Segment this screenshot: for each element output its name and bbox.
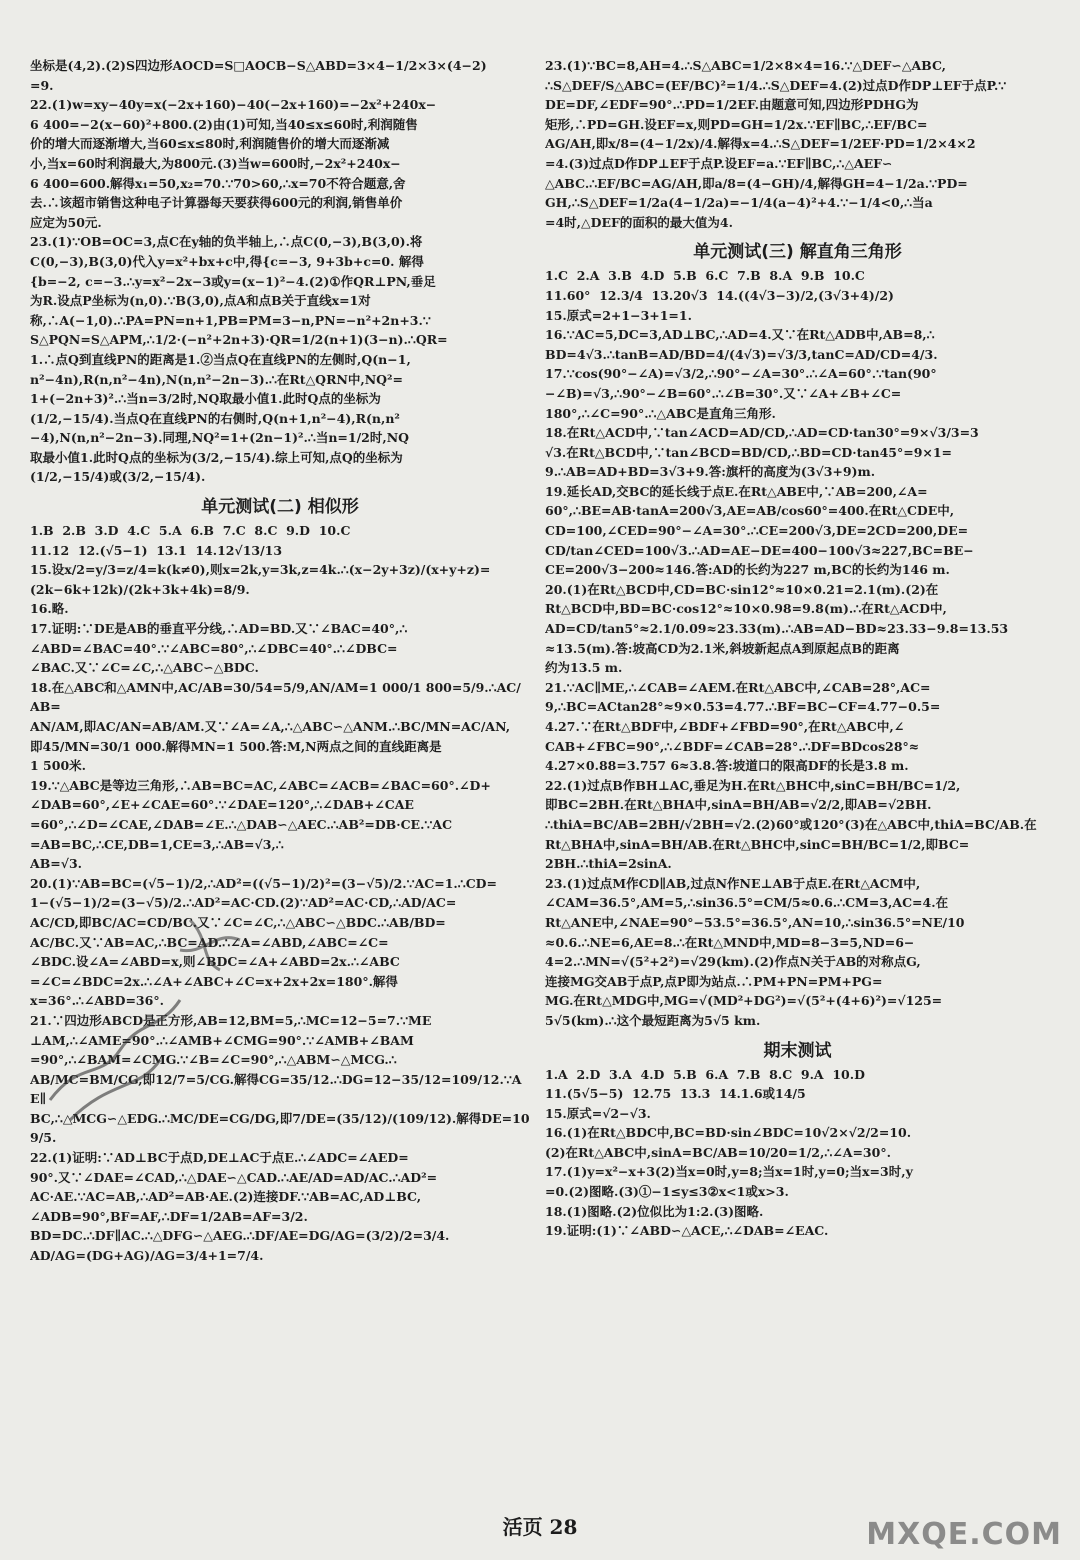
answer-line: 9,∴BC=ACtan28°≈9×0.53=4.77.∴BF=BC−CF=4.77−0.5=: [545, 699, 941, 715]
answer-line: −∠B)=√3,∴90°−∠B=60°.∴∠B=30°.又∵∠A+∠B+∠C=: [545, 385, 902, 401]
answer-line: 17.∵cos(90°−∠A)=√3/2,∴90°−∠A=30°.∴∠A=60°.∵tan(90°: [545, 366, 937, 382]
answer-line: ∠ADB=90°,BF=AF,∴DF=1/2AB=AF=3/2.: [30, 1208, 308, 1224]
answer-line: ∴thiA=BC/AB=2BH/√2BH=√2.(2)60°或120°(3)在△ABC中,thiA=BC/AB.在: [545, 816, 1037, 832]
answer-line: 1−(√5−1)/2=(3−√5)/2.∴AD²=AC·CD.(2)∵AD²=AC·CD,∴AD/AC=: [30, 895, 457, 911]
answer-line: AC·AE.∵AC=AB,∴AD²=AB·AE.(2)连接DF.∵AB=AC,AD⊥BC,: [30, 1189, 422, 1205]
answer-line: 11.60° 12.3/4 13.20√3 14.((4√3−3)/2,(3√3+4)/2): [545, 287, 894, 303]
answer-line: 15.设x/2=y/3=z/4=k(k≠0),则x=2k,y=3k,z=4k.∴(x−2y+3z)/(x+y+z)=: [30, 562, 491, 578]
answer-line: 1+(−2n+3)².∴当n=3/2时,NQ取最小值1.此时Q点的坐标为: [30, 391, 381, 407]
answer-line: 应定为50元.: [30, 214, 102, 230]
answer-line: 5√5(km).∴这个最短距离为5√5 km.: [545, 1012, 761, 1028]
answer-line: DE=DF,∠EDF=90°.∴PD=1/2EF.由题意可知,四边形PDHG为: [545, 97, 919, 113]
answer-line: 23.(1)∵OB=OC=3,点C在y轴的负半轴上,∴点C(0,−3),B(3,0).将: [30, 234, 423, 250]
answer-line: 坐标是(4,2).(2)S四边形AOCD=S□AOCB−S△ABD=3×4−1/2×3×(4−2): [30, 58, 487, 73]
answer-line: 16.略.: [30, 601, 69, 617]
page-number: 活页 28: [502, 1515, 578, 1539]
answer-line: n²−4n),R(n,n²−4n),N(n,n²−2n−3).∴在Rt△QRN中,NQ²=: [30, 371, 404, 387]
answer-line: AC/CD,即BC/AC=CD/BC.又∵∠C=∠C,∴△ABC∽△BDC.∴AB/BD=: [30, 914, 446, 930]
answer-line: ≈13.5(m).答:坡高CD为2.1米,斜坡新起点A到原起点B的距离: [545, 640, 900, 656]
answer-line: 60°,∴BE=AB·tanA=200√3,AE=AB/cos60°=400.在Rt△CDE中,: [545, 503, 955, 519]
site-watermark: MXQE.COM: [866, 1517, 1062, 1552]
answer-line: ∠DAB=60°,∠E+∠CAE=60°.∵∠DAE=120°,∴∠DAB+∠CAE: [30, 797, 414, 813]
answer-line: 19.证明:(1)∵∠ABD∽△ACE,∴∠DAB=∠EAC.: [545, 1223, 829, 1239]
answer-line: 11.12 12.(√5−1) 13.1 14.12√13/13: [30, 542, 283, 558]
answer-line: =9.: [30, 77, 54, 93]
answer-line: CE=200√3−200≈146.答:AD的长约为227 m,BC的长约为146 m.: [545, 562, 950, 578]
answer-line: MG.在Rt△MDG中,MG=√(MD²+DG²)=√(5²+(4+6)²)=√125=: [545, 993, 943, 1009]
answer-line: =90°,∴∠BAM=∠CMG.∵∠B=∠C=90°,∴△ABM∽△MCG.∴: [30, 1052, 397, 1068]
answer-line: 价的增大而逐渐增大,当60≤x≤80时,利润随售价的增大而逐渐减: [30, 136, 390, 152]
answer-line: AB=√3.: [30, 856, 83, 872]
answer-line: =60°,∴∠D=∠CAE,∠DAB=∠E.∴△DAB∽△AEC.∴AB²=DB·CE.∵AC: [30, 816, 453, 832]
answer-line: 11.(5√5−5) 12.75 13.3 14.1.6或14/5: [545, 1086, 806, 1102]
answer-line: 20.(1)∵AB=BC=(√5−1)/2,∴AD²=((√5−1)/2)²=(3−√5)/2.∵AC=1.∴CD=: [30, 875, 497, 891]
answer-line: 1.C 2.A 3.B 4.D 5.B 6.C 7.B 8.A 9.B 10.C: [545, 268, 865, 284]
answer-line: ∠BAC.又∵∠C=∠C,∴△ABC∽△BDC.: [30, 660, 259, 676]
answer-line: CD/tan∠CED=100√3.∴AD=AE−DE=400−100√3≈227,BC=BE−: [545, 542, 974, 558]
section-title: 单元测试(二) 相似形: [201, 497, 359, 518]
answer-line: 称,∴A(−1,0).∴PA=PN=n+1,PB=PM=3−n,PN=−n²+2n+3.∵: [30, 312, 431, 328]
answer-line: ∠BDC.设∠A=∠ABD=x,则∠BDC=∠A+∠ABD=2x.∴∠ABC: [30, 954, 400, 970]
answer-line: 连接MG交AB于点P,点P即为站点.∴PM+PN=PM+PG=: [545, 973, 883, 989]
answer-line: GH,∴S△DEF=1/2a(4−1/2a)=−1/4(a−4)²+4.∵−1/4<0,∴当a: [545, 195, 933, 211]
answer-line: 小,当x=60时利润最大,为800元.(3)当w=600时,−2x²+240x−: [30, 155, 401, 171]
answer-line: △ABC.∴EF/BC=AG/AH,即a/8=(4−GH)/4,解得GH=4−1/2a.∵PD=: [545, 175, 968, 191]
answer-line: =0.(2)图略.(3)①−1≤y≤3②x<1或x>3.: [545, 1184, 789, 1200]
answer-line: 约为13.5 m.: [545, 660, 623, 676]
answer-line: AD=CD/tan5°≈2.1/0.09≈23.33(m).∴AB=AD−BD≈23.33−9.8=13.53: [545, 621, 1009, 637]
answer-line: 取最小值1.此时Q点的坐标为(3/2,−15/4).综上可知,点Q的坐标为: [30, 449, 403, 465]
answer-line: 18.(1)图略.(2)位似比为1:2.(3)图略.: [545, 1203, 764, 1219]
answer-line: BC,∴△MCG∽△EDG.∴MC/DE=CG/DG,即7/DE=(35/12)/(109/12).解得DE=109/5.: [30, 1110, 530, 1146]
answer-line: 22.(1)过点B作BH⊥AC,垂足为H.在Rt△BHC中,sinC=BH/BC=1/2,: [545, 777, 961, 793]
answer-line: 90°.又∵∠DAE=∠CAD,∴△DAE∽△CAD.∴AE/AD=AD/AC.∴AD²=: [30, 1169, 438, 1185]
answer-line: 17.(1)y=x²−x+3(2)当x=0时,y=8;当x=1时,y=0;当x=3时,y: [545, 1164, 913, 1180]
answer-line: ∴S△DEF/S△ABC=(EF/BC)²=1/4.∴S△DEF=4.(2)过点D作DP⊥EF于点P.∵: [545, 77, 1007, 93]
answer-line: BD=4√3.∴tanB=AD/BD=4/(4√3)=√3/3,tanC=AD/CD=4/3.: [545, 346, 938, 362]
answer-line: 180°,∴∠C=90°.∴△ABC是直角三角形.: [545, 405, 776, 421]
answer-line: 17.证明:∵DE是AB的垂直平分线,∴AD=BD.又∵∠BAC=40°,∴: [30, 621, 408, 637]
answer-line: 矩形,∴PD=GH.设EF=x,则PD=GH=1/2x.∵EF∥BC,∴EF/BC=: [545, 116, 928, 132]
answer-line: 去.∴该超市销售这种电子计算器每天要获得600元的利润,销售单价: [30, 195, 403, 211]
answer-line: =∠C=∠BDC=2x.∴∠A+∠ABC+∠C=x+2x+2x=180°.解得: [30, 973, 398, 989]
answer-line: 1.∴点Q到直线PN的距离是1.②当点Q在直线PN的左侧时,Q(n−1,: [30, 351, 411, 367]
answer-line: 6 400=−2(x−60)²+800.(2)由(1)可知,当40≤x≤60时,利润随售: [30, 116, 418, 132]
answer-line: CAB+∠FBC=90°,∴∠BDF=∠CAB=28°.∴DF=BDcos28°≈: [545, 738, 920, 754]
answer-line: 18.在△ABC和△AMN中,AC/AB=30/54=5/9,AN/AM=1 000/1 800=5/9.∴AC/AB=: [30, 679, 521, 715]
answer-line: 15.原式=√2−√3.: [545, 1105, 651, 1121]
answer-line: 4.27.∵在Rt△BDF中,∠BDF+∠FBD=90°,在Rt△ABC中,∠: [545, 719, 905, 734]
answer-line: AB/MC=BM/CG,即12/7=5/CG.解得CG=35/12.∴DG=12−35/12=109/12.∵AE∥: [30, 1071, 522, 1107]
section-title: 期末测试: [763, 1040, 832, 1061]
answer-line: 16.∵AC=5,DC=3,AD⊥BC,∴AD=4.又∵在Rt△ADB中,AB=8,∴: [545, 327, 935, 343]
answer-line: ≈0.6.∴NE=6,AE=8.∴在Rt△MND中,MD=8−3=5,ND=6−: [545, 934, 915, 950]
answer-line: Rt△BHA中,sinA=BH/AB.在Rt△BHC中,sinC=BH/BC=1/2,即BC=: [545, 836, 970, 852]
answer-line: 19.延长AD,交BC的延长线于点E.在Rt△ABE中,∵AB=200,∠A=: [545, 483, 928, 499]
answer-line: ⊥AM,∴∠AME=90°.∴∠AMB+∠CMG=90°.∵∠AMB+∠BAM: [30, 1032, 414, 1048]
answer-line: 21.∵四边形ABCD是正方形,AB=12,BM=5,∴MC=12−5=7.∵ME: [30, 1012, 432, 1028]
answer-line: √3.在Rt△BCD中,∵tan∠BCD=BD/CD,∴BD=CD·tan45°=9×1=: [545, 444, 953, 460]
answer-line: 6 400=600.解得x₁=50,x₂=70.∵70>60,∴x=70不符合题意,舍: [30, 175, 406, 191]
answer-line: 15.原式=2+1−3+1=1.: [545, 307, 692, 323]
answer-line: 2BH.∴thiA=2sinA.: [545, 856, 672, 872]
answer-line: C(0,−3),B(3,0)代入y=x²+bx+c中,得{c=−3, 9+3b+c=0. 解得: [30, 253, 424, 269]
answer-line: 1 500米.: [30, 758, 86, 774]
answer-line: AC/BC.又∵AB=AC,∴BC=AD.∴∠A=∠ABD,∠ABC=∠C=: [30, 934, 389, 950]
answer-line: (2)在Rt△ABC中,sinA=BC/AB=10/20=1/2,∴∠A=30°.: [545, 1144, 891, 1160]
answer-line: Rt△BCD中,BD=BC·cos12°≈10×0.98=9.8(m).∴在Rt△ACD中,: [545, 601, 947, 617]
answer-line: 16.(1)在Rt△BDC中,BC=BD·sin∠BDC=10√2×√2/2=10.: [545, 1125, 912, 1141]
answer-line: AD/AG=(DG+AG)/AG=3/4+1=7/4.: [30, 1248, 264, 1264]
answer-line: 22.(1)w=xy−40y=x(−2x+160)−40(−2x+160)=−2x²+240x−: [30, 97, 437, 113]
answer-line: 18.在Rt△ACD中,∵tan∠ACD=AD/CD,∴AD=CD·tan30°=9×√3/3=3: [545, 425, 979, 441]
answer-line: 23.(1)过点M作CD∥AB,过点N作NE⊥AB于点E.在Rt△ACM中,: [545, 875, 921, 891]
answer-line: x=36°.∴∠ABD=36°.: [30, 993, 164, 1009]
answer-line: (1/2,−15/4).当点Q在直线PN的右侧时,Q(n+1,n²−4),R(n,n²: [30, 410, 400, 426]
answer-line: 为R.设点P坐标为(n,0).∵B(3,0),点A和点B关于直线x=1对: [30, 293, 371, 309]
answer-line: 4=2.∴MN=√(5²+2²)=√29(km).(2)作点N关于AB的对称点G,: [545, 954, 921, 970]
answer-line: AG/AH,即x/8=(4−1/2x)/4.解得x=4.∴S△DEF=1/2EF·PD=1/2×4×2: [545, 136, 976, 152]
answer-line: =AB=BC,∴CE,DB=1,CE=3,∴AB=√3,∴: [30, 836, 284, 852]
answer-line: 22.(1)证明:∵AD⊥BC于点D,DE⊥AC于点E.∴∠ADC=∠AED=: [30, 1150, 409, 1166]
answer-line: 4.27×0.88=3.757 6≈3.8.答:坡道口的限高DF的长是3.8 m.: [545, 758, 909, 774]
answer-line: 23.(1)∵BC=8,AH=4.∴S△ABC=1/2×8×4=16.∵△DEF∽△ABC,: [545, 58, 947, 73]
answer-line: =4时,△DEF的面积的最大值为4.: [545, 214, 733, 230]
answer-line: ∠ABD=∠BAC=40°.∵∠ABC=80°,∴∠DBC=40°.∴∠DBC=: [30, 640, 398, 656]
answer-line: 21.∵AC∥ME,∴∠CAB=∠AEM.在Rt△ABC中,∠CAB=28°,AC=: [545, 679, 931, 695]
answer-line: (1/2,−15/4)或(3/2,−15/4).: [30, 469, 206, 485]
right-column: [545, 56, 1050, 1500]
answer-line: {b=−2, c=−3.∴y=x²−2x−3或y=(x−1)²−4.(2)①作QR⊥PN,垂足: [30, 273, 436, 289]
answer-line: AN/AM,即AC/AN=AB/AM.又∵∠A=∠A,∴△ABC∽△ANM.∴BC/MN=AC/AN,: [30, 719, 511, 734]
answer-line: CD=100,∠CED=90°−∠A=30°.∴CE=200√3,DE=2CD=200,DE=: [545, 523, 969, 539]
answer-line: −4),N(n,n²−2n−3).同理,NQ²=1+(2n−1)².∴当n=1/2时,NQ: [30, 430, 410, 446]
answer-line: ∠CAM=36.5°,AM=5,∴sin36.5°=CM/5≈0.6.∴CM=3,AC=4.在: [545, 895, 949, 911]
answer-line: S△PQN=S△APM,∴1/2·(−n²+2n+3)·QR=1/2(n+1)(3−n).∴QR=: [30, 332, 448, 348]
answer-line: 1.B 2.B 3.D 4.C 5.A 6.B 7.C 8.C 9.D 10.C: [30, 523, 351, 539]
answer-line: 即45/MN=30/1 000.解得MN=1 500.答:M,N两点之间的直线距离是: [30, 738, 442, 754]
answer-line: 20.(1)在Rt△BCD中,CD=BC·sin12°≈10×0.21=2.1(m).(2)在: [545, 581, 939, 597]
section-title: 单元测试(三) 解直角三角形: [693, 242, 902, 263]
answer-line: Rt△ANE中,∠NAE=90°−53.5°=36.5°,AN=10,∴sin36.5°=NE/10: [545, 914, 965, 930]
answer-line: =4.(3)过点D作DP⊥EF于点P.设EF=a.∵EF∥BC,∴△AEF∽: [545, 155, 893, 171]
answer-line: 1.A 2.D 3.A 4.D 5.B 6.A 7.B 8.C 9.A 10.D: [545, 1066, 865, 1082]
answer-line: BD=DC.∴DF∥AC.∴△DFG∽△AEG.∴DF/AE=DG/AG=(3/2)/2=3/4.: [30, 1228, 450, 1244]
left-column: [30, 56, 530, 1500]
answer-line: (2k−6k+12k)/(2k+3k+4k)=8/9.: [30, 581, 250, 597]
answer-line: 19.∵△ABC是等边三角形,∴AB=BC=AC,∠ABC=∠ACB=∠BAC=60°.∠D+: [30, 777, 491, 793]
answer-line: 9.∴AB=AD+BD=3√3+9.答:旗杆的高度为(3√3+9)m.: [545, 464, 876, 480]
answer-line: 即BC=2BH.在Rt△BHA中,sinA=BH/AB=√2/2,即AB=√2BH.: [545, 797, 932, 813]
